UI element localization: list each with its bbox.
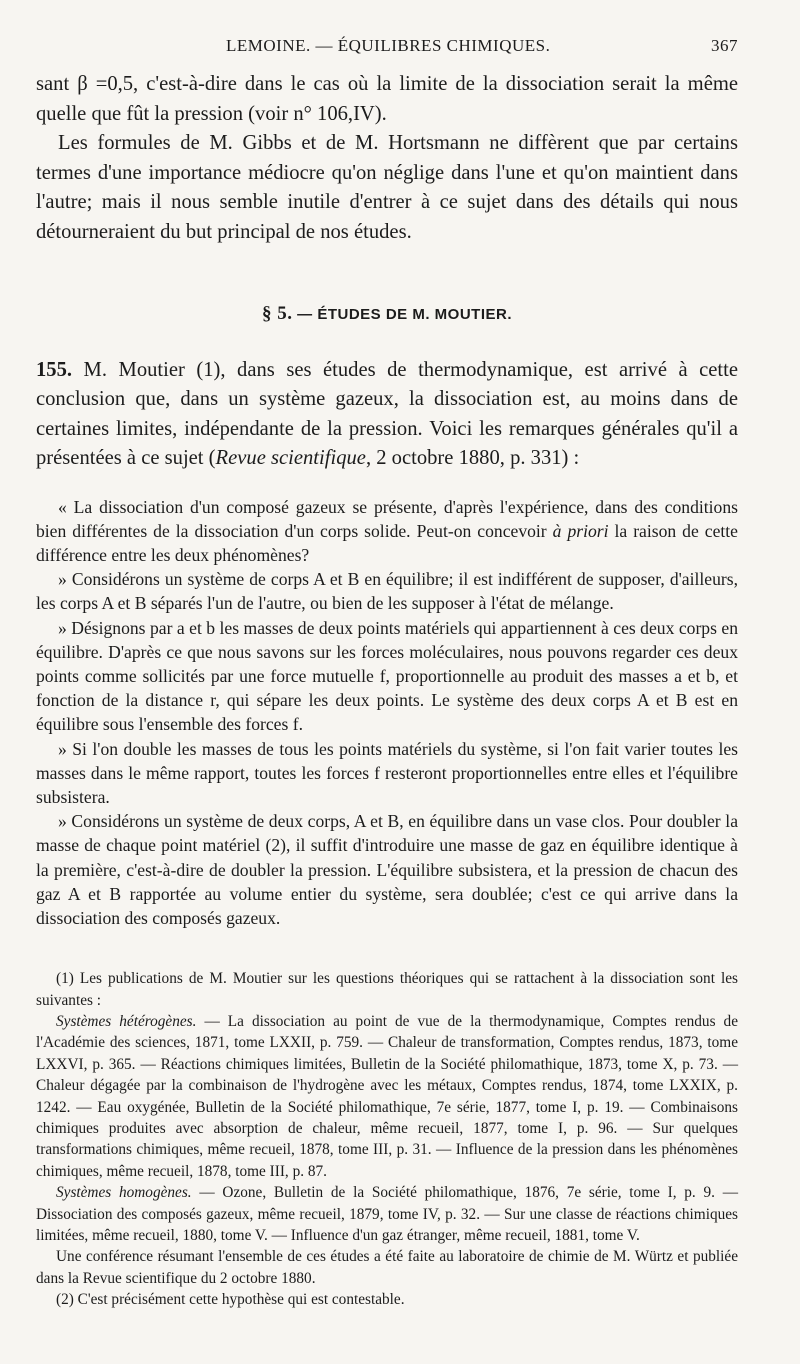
- footnote-homogeneous: [36, 1182, 738, 1246]
- section-title: — ÉTUDES DE M. MOUTIER.: [297, 306, 512, 323]
- section-heading: [36, 299, 738, 330]
- footnote-homogeneous-label: Systèmes homogènes.: [56, 1184, 192, 1202]
- paragraph-155: [36, 356, 738, 474]
- intro-paragraph-1: sant β =0,5, c'est-à-dire dans le cas où la limite de la dissociation serait la même quelle que fût la pression (voir n° 106,IV).: [36, 73, 738, 125]
- footnotes: [36, 968, 738, 1311]
- footnote-heterogeneous-text: — La dissociation au point de vue de la thermodynamique, Comptes rendus de l'Académie des sciences, 1871, tome LXXII, p. 759. — Chaleur de transformation, Comptes rendus, 1873, tome LXXVI, p. 365. — Réactions chimiques limitées, Bulletin de la Société philomathique, 1873, tome X, p. 73. — Chaleur dégagée par la combinaison de l'hydrogène avec les métaux, Comptes rendus, 1874, tome LXXIX, p. 1242. — Eau oxygénée, Bulletin de la Société philomathique, 7e série, 1877, tome I, p. 19. — Combinaisons chimiques produites avec absorption de chaleur, même recueil, 1877, tome I, p. 96. — Sur quelques transformations chimiques, même recueil, 1878, tome III, p. 31. — Influence de la pression dans les phénomènes chimiques, même recueil, 1878, tome III, p. 87.: [36, 1012, 738, 1180]
- body-text: [36, 70, 738, 474]
- paragraph-number: 155.: [36, 358, 73, 381]
- footnote-2: (2) C'est précisément cette hypothèse qui est contestable.: [56, 1291, 405, 1309]
- section-number: § 5.: [261, 303, 293, 324]
- running-head: [36, 30, 738, 70]
- page-number: 367: [711, 36, 738, 55]
- quote-paragraph-4: » Si l'on double les masses de tous les points matériels du système, si l'on fait varier toutes les masses dans le même rapport, toutes les forces f resteront proportionnelles entre elles et l'équilibre subsistera.: [36, 738, 738, 807]
- footnote-heterogeneous: [36, 1011, 738, 1182]
- quote-paragraph-2: » Considérons un système de corps A et B en équilibre; il est indifférent de supposer, d'ailleurs, les corps A et B séparés l'un de l'autre, ou bien de les supposer à l'état de mélange.: [36, 569, 738, 614]
- intro-paragraph-2: Les formules de M. Gibbs et de M. Hortsmann ne diffèrent que par certains termes d'une importance médiocre qu'on néglige dans l'une et qu'on maintient dans l'autre; mais il nous semble inutile d'entrer à ce sujet dans des détails qui nous détourneraient du but principal de nos études.: [36, 132, 738, 243]
- journal-title: Revue scientifique: [215, 447, 366, 469]
- quote-paragraph-1: [36, 495, 738, 568]
- footnote-conference: Une conférence résumant l'ensemble de ces études a été faite au laboratoire de chimie de M. Würtz et publiée dans la Revue scientifique du 2 octobre 1880.: [36, 1248, 738, 1287]
- quote-1-italic: à priori: [552, 520, 609, 541]
- paragraph-155-text-b: , 2 octobre 1880, p. 331) :: [365, 447, 580, 469]
- quote-1-text-b: la raison de cette différence entre les deux phénomènes?: [36, 520, 738, 565]
- running-title: LEMOINE. — ÉQUILIBRES CHIMIQUES.: [226, 36, 551, 55]
- quote-paragraph-5: » Considérons un système de deux corps, A et B, en équilibre dans un vase clos. Pour doubler la masse de chaque point matériel (2), il suffit d'introduire une masse de gaz en équilibre identique à la première, c'est-à-dire de doubler la pression. L'équilibre subsistera, et la pression de chacun des gaz A et B rapportée au volume entier du système, sera doublée; c'est ce qui arrive dans la dissociation des composés gazeux.: [36, 811, 738, 928]
- footnote-heterogeneous-label: Systèmes hétérogènes.: [56, 1012, 197, 1030]
- quotation-block: [36, 495, 738, 931]
- footnote-1: (1) Les publications de M. Moutier sur les questions théoriques qui se rattachent à la dissociation sont les suivantes :: [36, 970, 738, 1009]
- quote-paragraph-3: » Désignons par a et b les masses de deux points matériels qui appartiennent à ces deux corps en équilibre. D'après ce que nous savons sur les forces moléculaires, nous pouvons regarder ces deux points comme sollicités par une force mutuelle f, proportionnelle au produit des masses a et b, et fonction de la distance r, qui sépare les deux points. Le système des deux corps A et B est en équilibre sous l'ensemble des forces f.: [36, 617, 738, 735]
- footnote-homogeneous-text: — Ozone, Bulletin de la Société philomathique, 1876, 7e série, tome I, p. 9. — Dissociation des composés gazeux, même recueil, 1879, tome IV, p. 32. — Sur une classe de réactions chimiques limitées, même recueil, 1880, tome V. — Influence d'un gaz étranger, même recueil, 1881, tome V.: [36, 1184, 738, 1245]
- quote-1-text-a: « La dissociation d'un composé gazeux se présente, d'après l'expérience, dans des conditions bien différentes de la dissociation d'un corps solide. Peut-on concevoir: [36, 496, 738, 541]
- paragraph-155-text-a: M. Moutier (1), dans ses études de thermodynamique, est arrivé à cette conclusion que, dans un système gazeux, la dissociation est, au moins dans de certaines limites, indépendante de la pression. Voici les remarques générales qu'il a présentées à ce sujet (: [36, 358, 738, 469]
